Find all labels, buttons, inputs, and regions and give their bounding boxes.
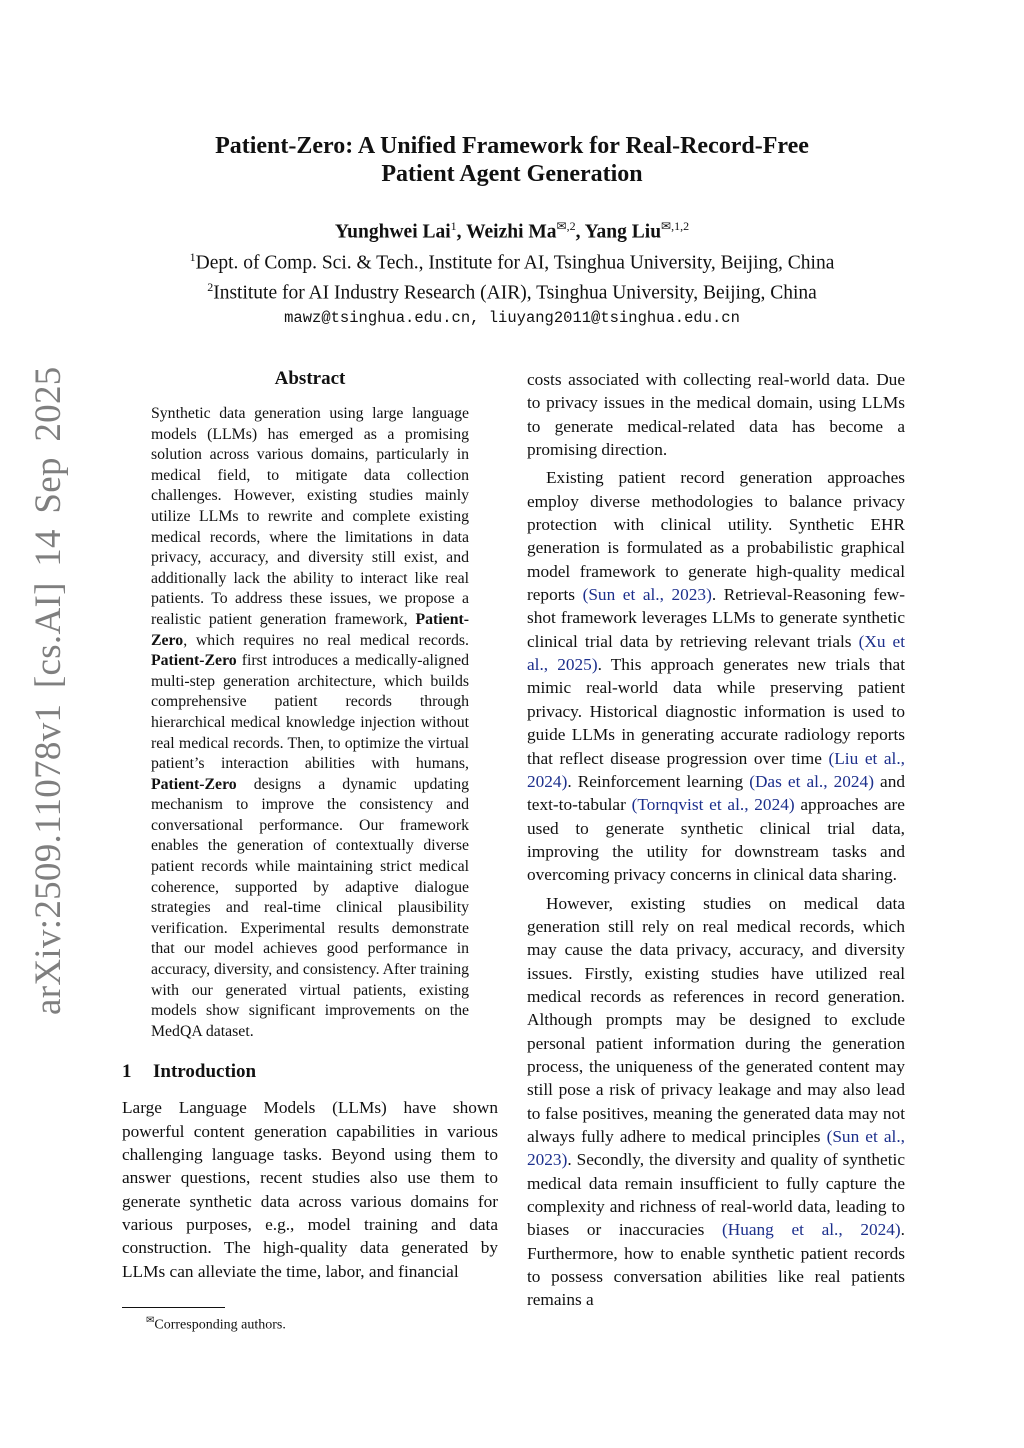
affiliation-1-mark: 1 [189,249,196,264]
affiliation-2-text: Institute for AI Industry Research (AIR), Tsinghua University, Beijing, China [213,282,817,304]
section-number: 1 [122,1061,132,1083]
p2-text-e: and text-to-tabular [527,771,905,815]
p2-text-d: . Reinforcement learning [567,771,750,791]
author-3: Yang Liu [584,221,662,243]
abstract-bold-3: Patient-Zero [151,775,237,793]
citation-link[interactable]: (Liu et al., 2024) [527,748,906,791]
abstract-bold-2: Patient-Zero [151,652,237,670]
affiliation-2 [120,275,904,306]
citation-link[interactable]: (Huang et al., 2024) [721,1220,901,1240]
abstract-text-2: , which requires no real medical records. [183,631,469,649]
citation-link[interactable]: (Sun et al., 2023) [527,1127,905,1170]
affiliation-1 [120,245,904,276]
abstract-heading: Abstract [274,368,346,389]
citation-link[interactable]: (Tornqvist et al., 2024) [631,795,795,815]
author-2: Weizhi Ma [466,221,557,243]
arxiv-identifier-stamp: arXiv:2509.11078v1 [cs.AI] 14 Sep 2025 [28,366,69,1015]
p3-text-a: However, existing studies on medical data generation still rely on real medical records, which may cause the data privacy, accuracy, and diversity issues. Firstly, existing studies have utilized real medical records as references in record generation. Although prompts may be designed to exclude personal patient information during the generation process, the uniqueness of the generated content may still pose a risk of privacy leakage and may also lead to false positives, meaning the generated data may not always fully adhere to medical principles [527,893,905,1146]
footnote-divider [122,1307,225,1308]
abstract-text-1: Synthetic data generation using large language models (LLMs) has emerged as a promising solution across various domains, particularly in medical field, to mitigate data collection challenges. However, existing studies mainly utilize LLMs to rewrite and complete existing medical records, where the limitations in data privacy, accuracy, and diversity still exist, and additionally lack the ability to interact like real patients. To address these issues, we propose a realistic patient generation framework, [151,405,469,628]
abstract-text-4: designs a dynamic updating mechanism to improve the consistency and conversational performance. Our framework enables the generation of contextually diverse patient records while maintaining strict medical coherence, supported by adaptive dialogue strategies and real-time clinical plausibility verification. Experimental results demonstrate that our model achieves good performance in accuracy, diversity, and consistency. After training with our generated virtual patients, existing models show significant improvements on the MedQA dataset. [151,775,470,1040]
citation-link[interactable]: (Xu et al., 2025) [527,631,906,675]
footnote-text: Corresponding authors. [154,1317,286,1333]
author-1: Yunghwei Lai [334,221,451,243]
p2-text-a: Existing patient record generation approaches employ diverse methodologies to balance privacy protection with clinical utility. Synthetic EHR generation is formulated as a probabilistic graphical model framework to generate high-quality medical reports [527,468,905,605]
footnote [146,1312,286,1335]
abstract-bold-1: Patient-Zero [151,610,469,649]
section-title: Introduction [153,1061,257,1083]
right-paragraph-2 [527,466,905,886]
title-line-1: Patient-Zero: A Unified Framework for Real-Record-Free [215,133,809,159]
author-names: Yunghwei Lai$^1$, Weizhi $Ma^{✉,2}$, Yang Liu$^{✉,1,2}$ [334,219,690,243]
p3-text-b: . Secondly, the diversity and quality of synthetic medical data remain insufficient to fully capture the complexity and richness of real-world data, leading to biases or inaccuracies [527,1150,905,1240]
right-paragraph-1: costs associated with collecting real-world data. Due to privacy issues in the medical domain, using LLMs to generate medical-related data has become a promising direction. [527,370,905,460]
right-paragraph-3 [527,892,905,1312]
author-1-affil: 1 [450,219,457,233]
left-column [122,368,498,1283]
introduction-heading [122,1061,498,1083]
citation-link[interactable]: (Das et al., 2024) [749,771,874,791]
right-column [527,368,905,1312]
author-block [120,214,904,330]
affiliation-1-text: Dept. of Comp. Sci. & Tech., Institute for AI, Tsinghua University, Beijing, China [195,252,835,273]
citation-link[interactable]: (Sun et al., 2023) [582,585,712,605]
paper-title [120,132,904,188]
p2-text-c: . This approach generates new trials that mimic real-world data while preserving patient privacy. Historical diagnostic information is used to guide LLMs in generating accurate radiology reports that reflect disease progression over time [527,655,906,768]
abstract-body [151,404,469,1042]
p2-text-f: approaches are used to generate synthetic clinical trial data, improving the utility for downstream tasks and overcoming privacy concerns in clinical data sharing. [527,795,905,885]
abstract-text-3: first introduces a medically-aligned multi-step generation architecture, which builds comprehensive patient records through hierarchical medical knowledge injection without real medical records. Then, to optimize the virtual patient’s interaction abilities with humans, [151,652,469,773]
p3-text-c: . Furthermore, how to enable synthetic patient records to possess conversation abilities like real patients remains a [527,1220,905,1310]
intro-paragraph-1: Large Language Models (LLMs) have shown powerful content generation capabilities in various challenging language tasks. Beyond using them to answer questions, recent studies also use them to generate synthetic data across various domains for various purposes, e.g., model training and data construction. The high-quality data generated by LLMs can alleviate the time, labor, and financial [122,1098,498,1281]
author-emails: mawz@tsinghua.edu.cn, liuyang2011@tsinghua.edu.cn [284,308,740,327]
author-3-affil: ✉,1,2 [661,219,690,233]
p2-text-b: . Retrieval-Reasoning few-shot framework leverages LLMs to generate synthetic clinical trial data by retrieving relevant trials [527,585,905,651]
title-line-2: Patient Agent Generation [381,161,643,187]
affiliation-2-mark: 2 [207,280,214,294]
envelope-icon: ✉ [146,1315,155,1326]
author-2-affil: ✉,2 [556,219,576,233]
